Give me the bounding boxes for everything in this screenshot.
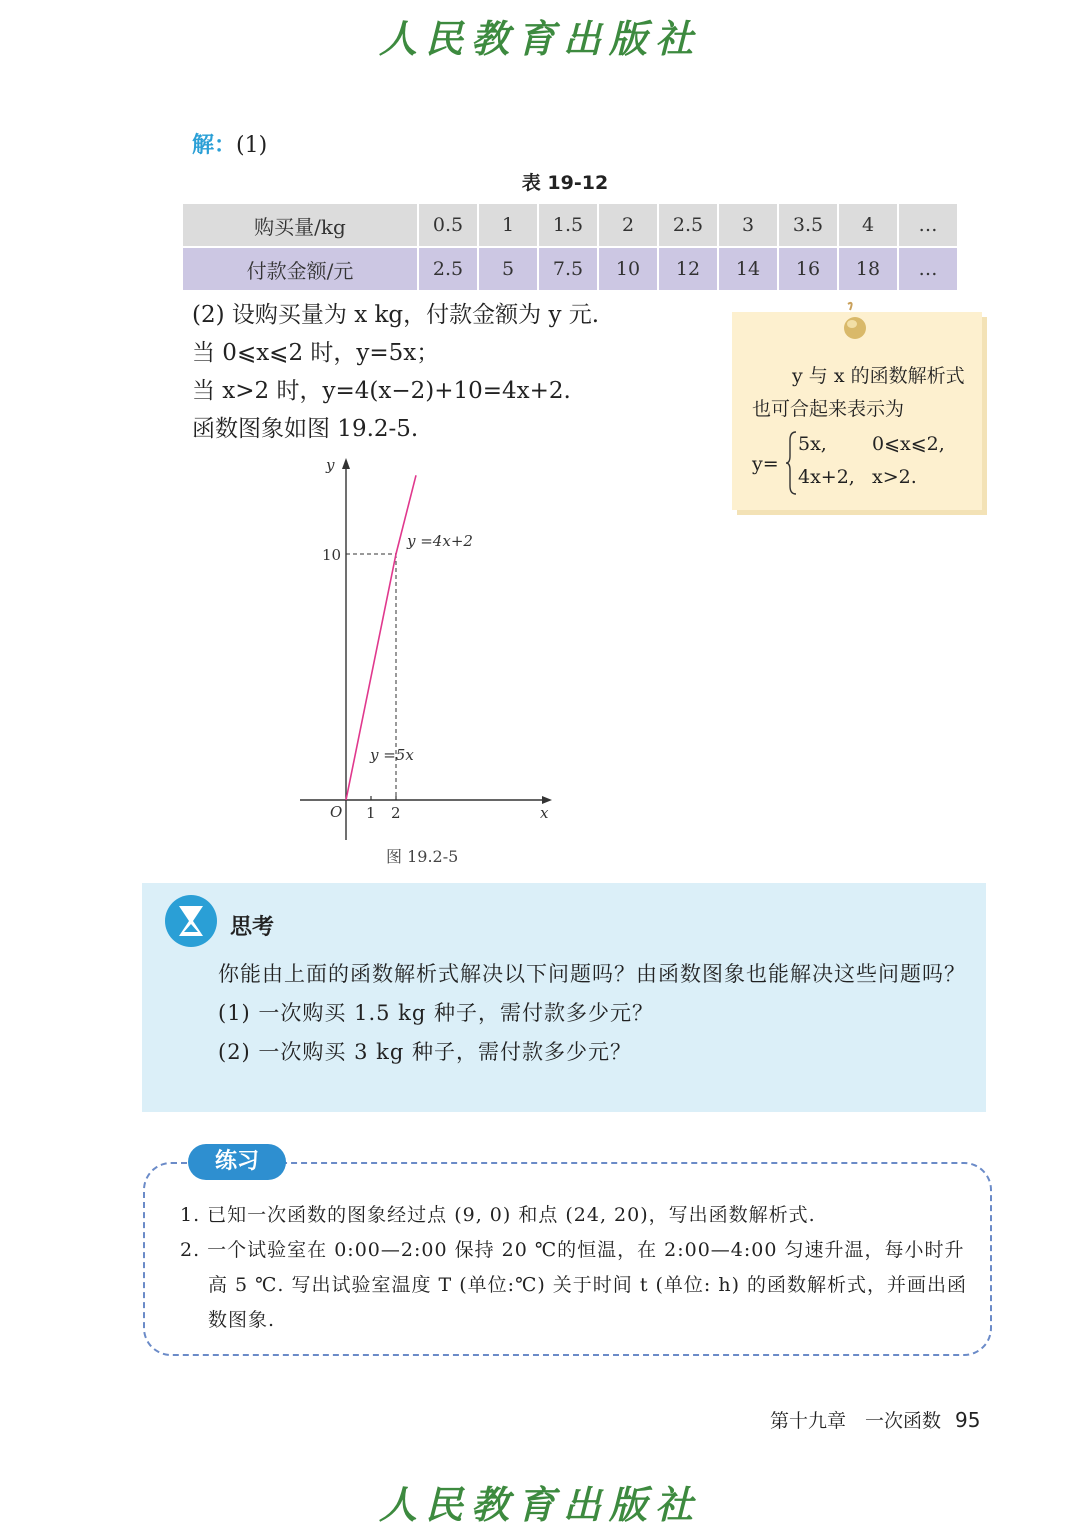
function-graph [290,450,560,840]
practice-item-1: 1. 已知一次函数的图象经过点 (9, 0) 和点 (24, 20)，写出函数解析式. [180,1204,816,1226]
solution-line: 函数图象如图 19.2-5. [192,416,419,442]
table-cell: 10 [598,247,658,291]
table-cell: 3 [718,204,778,247]
table-cell: 3.5 [778,204,838,247]
solution-label: 解： [192,133,237,158]
solution-part1: (1) [236,133,268,158]
figure-caption: 图 19.2-5 [386,847,459,866]
y-axis-label: y [326,456,335,474]
left-brace-icon [786,430,798,496]
table-row-amount [183,247,958,291]
piecewise-case2-cond: x>2. [872,466,917,488]
piecewise-case1-expr: 5x, [798,433,827,455]
table-cell: 2.5 [418,247,478,291]
table-cell: 1.5 [538,204,598,247]
think-question-1: (1) 一次购买 1.5 kg 种子，需付款多少元？ [218,1001,655,1025]
table-cell: 5 [478,247,538,291]
side-note-line1: y 与 x 的函数解析式也可合起来表示为 [752,365,965,420]
publisher-watermark-bottom: 人民教育出版社 [378,1482,701,1527]
think-paragraph: 你能由上面的函数解析式解决以下问题吗？由函数图象也能解决这些问题吗？ [218,962,966,986]
solution-heading [192,128,267,159]
piecewise-formula [752,428,977,500]
solution-line: 当 0⩽x⩽2 时，y=5x； [192,340,440,366]
x-axis-label: x [540,804,549,822]
piecewise-case1-cond: 0⩽x⩽2, [872,433,945,455]
table-cell: 2.5 [658,204,718,247]
table-cell: 1 [478,204,538,247]
origin-label: O [330,803,343,821]
x-tick-label-2: 2 [391,804,401,822]
table-cell: 14 [718,247,778,291]
practice-item-2: 2. 一个试验室在 0:00—2:00 保持 20 ℃的恒温，在 2:00—4:00 匀速升温，每小时升高 5 ℃. 写出试验室温度 T (单位:℃) 关于时间 t (单位: h) 的函数解析式，并画出函数图象. [180,1239,968,1331]
y-axis-arrow-icon [342,458,350,469]
solution-part2 [192,296,599,448]
data-table [183,204,959,292]
piecewise-case2-expr: 4x+2, [798,466,855,488]
practice-label: 练习 [188,1144,286,1180]
think-question-2: (2) 一次购买 3 kg 种子，需付款多少元？ [218,1040,632,1064]
solution-line: (2) 设购买量为 x kg，付款金额为 y 元. [192,302,600,328]
table-cell: … [898,247,958,291]
table-row-head: 付款金额/元 [183,247,418,291]
solution-line: 当 x>2 时，y=4(x−2)+10=4x+2. [192,378,571,404]
hourglass-icon [164,894,218,948]
think-body [168,955,978,1072]
piecewise-y: y= [752,453,779,475]
table-cell: 4 [838,204,898,247]
table-cell: … [898,204,958,247]
table-cell: 16 [778,247,838,291]
table-row-quantity [183,204,958,247]
page-footer [770,1406,980,1433]
publisher-watermark-top: 人民教育出版社 [378,16,701,61]
table-cell: 18 [838,247,898,291]
side-note-text [752,360,977,500]
table-cell: 12 [658,247,718,291]
pushpin-icon [838,300,872,346]
table-title: 表 19-12 [521,172,609,194]
table-cell: 7.5 [538,247,598,291]
table-row-head: 购买量/kg [183,204,418,247]
x-axis-arrow-icon [542,796,552,804]
line-label-4x-plus-2: y =4x+2 [407,532,473,550]
y-tick-label-10: 10 [322,546,342,564]
think-title: 思考 [230,915,275,940]
practice-body [180,1198,970,1338]
page-number: 95 [955,1408,981,1432]
line-label-5x: y =5x [370,746,414,764]
table-cell: 2 [598,204,658,247]
chapter-title: 第十九章 一次函数 [770,1410,942,1432]
table-cell: 0.5 [418,204,478,247]
x-tick-label-1: 1 [366,804,376,822]
